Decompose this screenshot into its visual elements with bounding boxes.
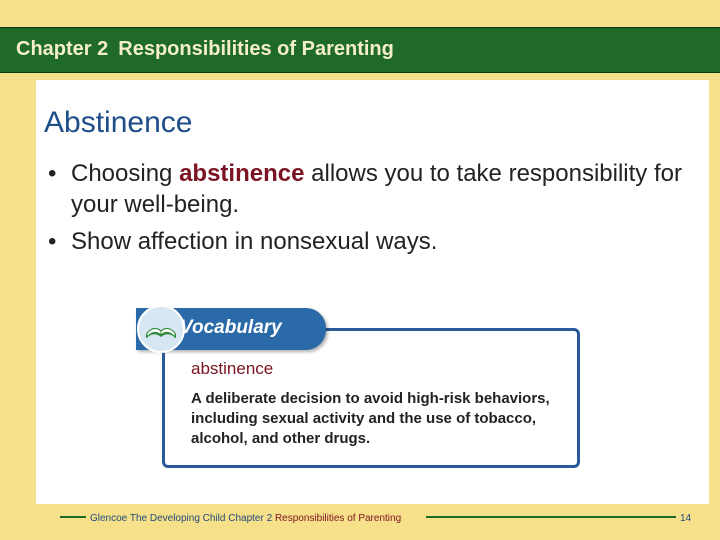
bullet-highlight-term: abstinence bbox=[179, 160, 305, 187]
footer-chapter: Chapter 2 bbox=[228, 513, 273, 524]
book-icon bbox=[136, 304, 186, 354]
bullet-text: Choosing bbox=[71, 160, 180, 187]
vocabulary-definition: A deliberate decision to avoid high-risk behaviors, including sexual activity and the use of tobacco, alcohol, and other drugs. bbox=[191, 390, 550, 447]
vocabulary-term: abstinence bbox=[191, 359, 274, 378]
footer-source-name: Glencoe The Developing Child bbox=[90, 513, 226, 524]
bullet-dot: • bbox=[48, 160, 57, 187]
bullet-list bbox=[48, 158, 688, 263]
header-title bbox=[16, 38, 394, 61]
vocabulary-tab bbox=[136, 308, 326, 350]
bullet-item bbox=[48, 158, 688, 220]
vocabulary-label: Vocabulary bbox=[180, 317, 282, 338]
header-chapter: Chapter 2 bbox=[16, 38, 109, 60]
slide-title: Abstinence bbox=[44, 106, 193, 139]
page-number: 14 bbox=[680, 513, 692, 524]
bullet-text: Show affection in nonsexual ways. bbox=[71, 228, 438, 255]
footer-source bbox=[90, 513, 401, 524]
slide-content bbox=[36, 80, 709, 504]
bullet-item bbox=[48, 226, 688, 257]
bullet-text: allows you to take responsibility for your well-being. bbox=[71, 160, 682, 218]
bullet-dot: • bbox=[48, 228, 57, 255]
footer-chapter-title: Responsibilities of Parenting bbox=[274, 513, 402, 524]
header-chapter-title: Responsibilities of Parenting bbox=[118, 38, 394, 60]
header-bar bbox=[0, 27, 720, 73]
